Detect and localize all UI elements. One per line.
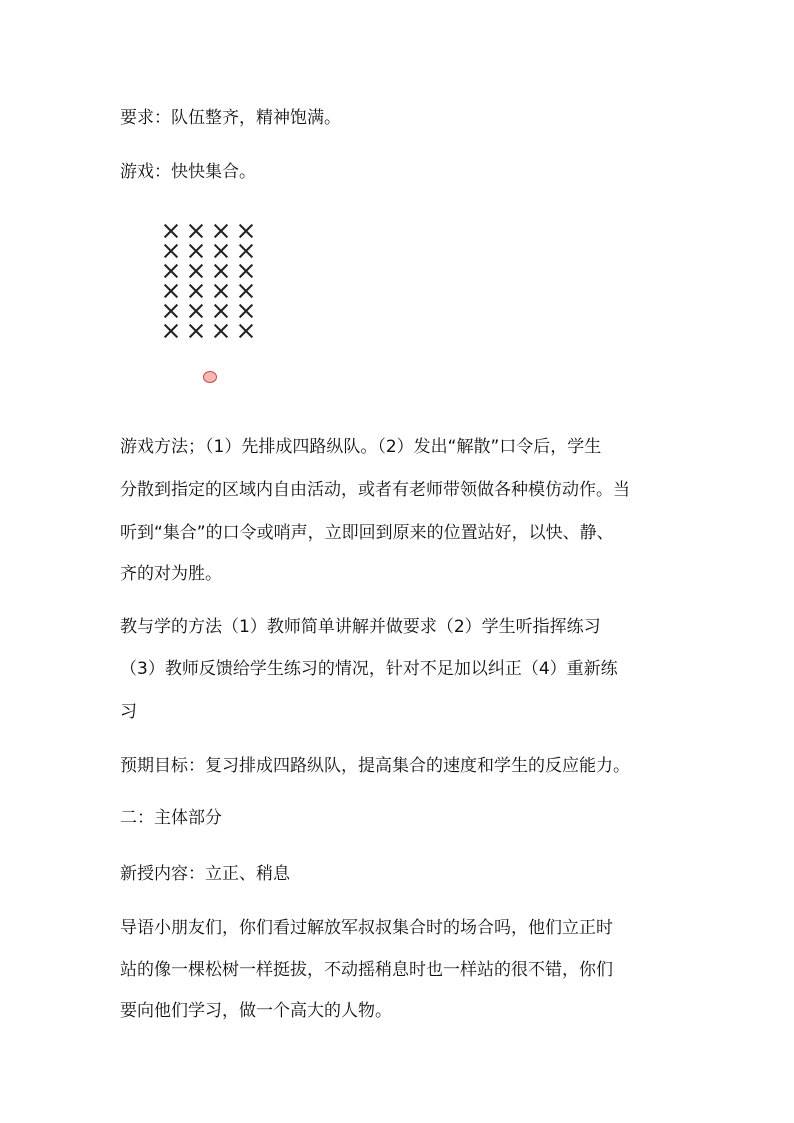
cross-icon: [189, 244, 203, 258]
section-two-heading: 二：主体部分: [120, 808, 222, 828]
game-method-line-2: 分散到指定的区域内自由活动，或者有老师带领做各种模仿动作。当: [120, 480, 630, 500]
cross-icon: [214, 324, 228, 338]
cross-icon: [214, 284, 228, 298]
cross-icon: [164, 264, 178, 278]
cross-icon: [214, 304, 228, 318]
intro-line-1: 导语小朋友们，你们看过解放军叔叔集合时的场合吗，他们立正时: [120, 918, 613, 938]
cross-icon: [164, 224, 178, 238]
cross-icon: [214, 224, 228, 238]
formation-row: [164, 262, 256, 280]
expected-goal-line: 预期目标：复习排成四路纵队，提高集合的速度和学生的反应能力。: [120, 756, 630, 776]
cross-icon: [239, 264, 253, 278]
game-method-line-1: 游戏方法；（1）先排成四路纵队。（2）发出“解散”口令后，学生: [120, 437, 602, 457]
cross-icon: [239, 244, 253, 258]
requirement-line: 要求：队伍整齐，精神饱满。: [120, 108, 341, 128]
formation-diagram: [164, 222, 264, 392]
cross-icon: [189, 304, 203, 318]
cross-icon: [214, 244, 228, 258]
intro-line-3: 要向他们学习，做一个高大的人物。: [120, 1001, 392, 1021]
teaching-method-line-2: （3）教师反馈给学生练习的情况，针对不足加以纠正（4）重新练: [120, 659, 618, 679]
teaching-method-line-1: 教与学的方法（1）教师简单讲解并做要求（2）学生听指挥练习: [120, 617, 601, 637]
cross-icon: [239, 324, 253, 338]
cross-icon: [164, 244, 178, 258]
cross-icon: [214, 264, 228, 278]
cross-icon: [164, 304, 178, 318]
cross-icon: [189, 324, 203, 338]
formation-row: [164, 322, 256, 340]
teacher-marker-icon: [203, 371, 217, 383]
intro-line-2: 站的像一棵松树一样挺拔，不动摇稍息时也一样站的很不错，你们: [120, 960, 613, 980]
cross-icon: [239, 224, 253, 238]
formation-row: [164, 222, 256, 240]
cross-icon: [164, 284, 178, 298]
formation-row: [164, 302, 256, 320]
new-content-line: 新授内容：立正、稍息: [120, 864, 290, 884]
cross-icon: [239, 284, 253, 298]
cross-icon: [189, 224, 203, 238]
game-method-line-3: 听到“集合”的口令或哨声，立即回到原来的位置站好，以快、静、: [120, 523, 614, 543]
cross-icon: [164, 324, 178, 338]
formation-row: [164, 282, 256, 300]
formation-row: [164, 242, 256, 260]
game-line: 游戏：快快集合。: [120, 162, 256, 182]
cross-icon: [189, 284, 203, 298]
game-method-line-4: 齐的对为胜。: [120, 564, 222, 584]
cross-icon: [239, 304, 253, 318]
cross-icon: [189, 264, 203, 278]
teaching-method-line-3: 习: [120, 702, 137, 722]
